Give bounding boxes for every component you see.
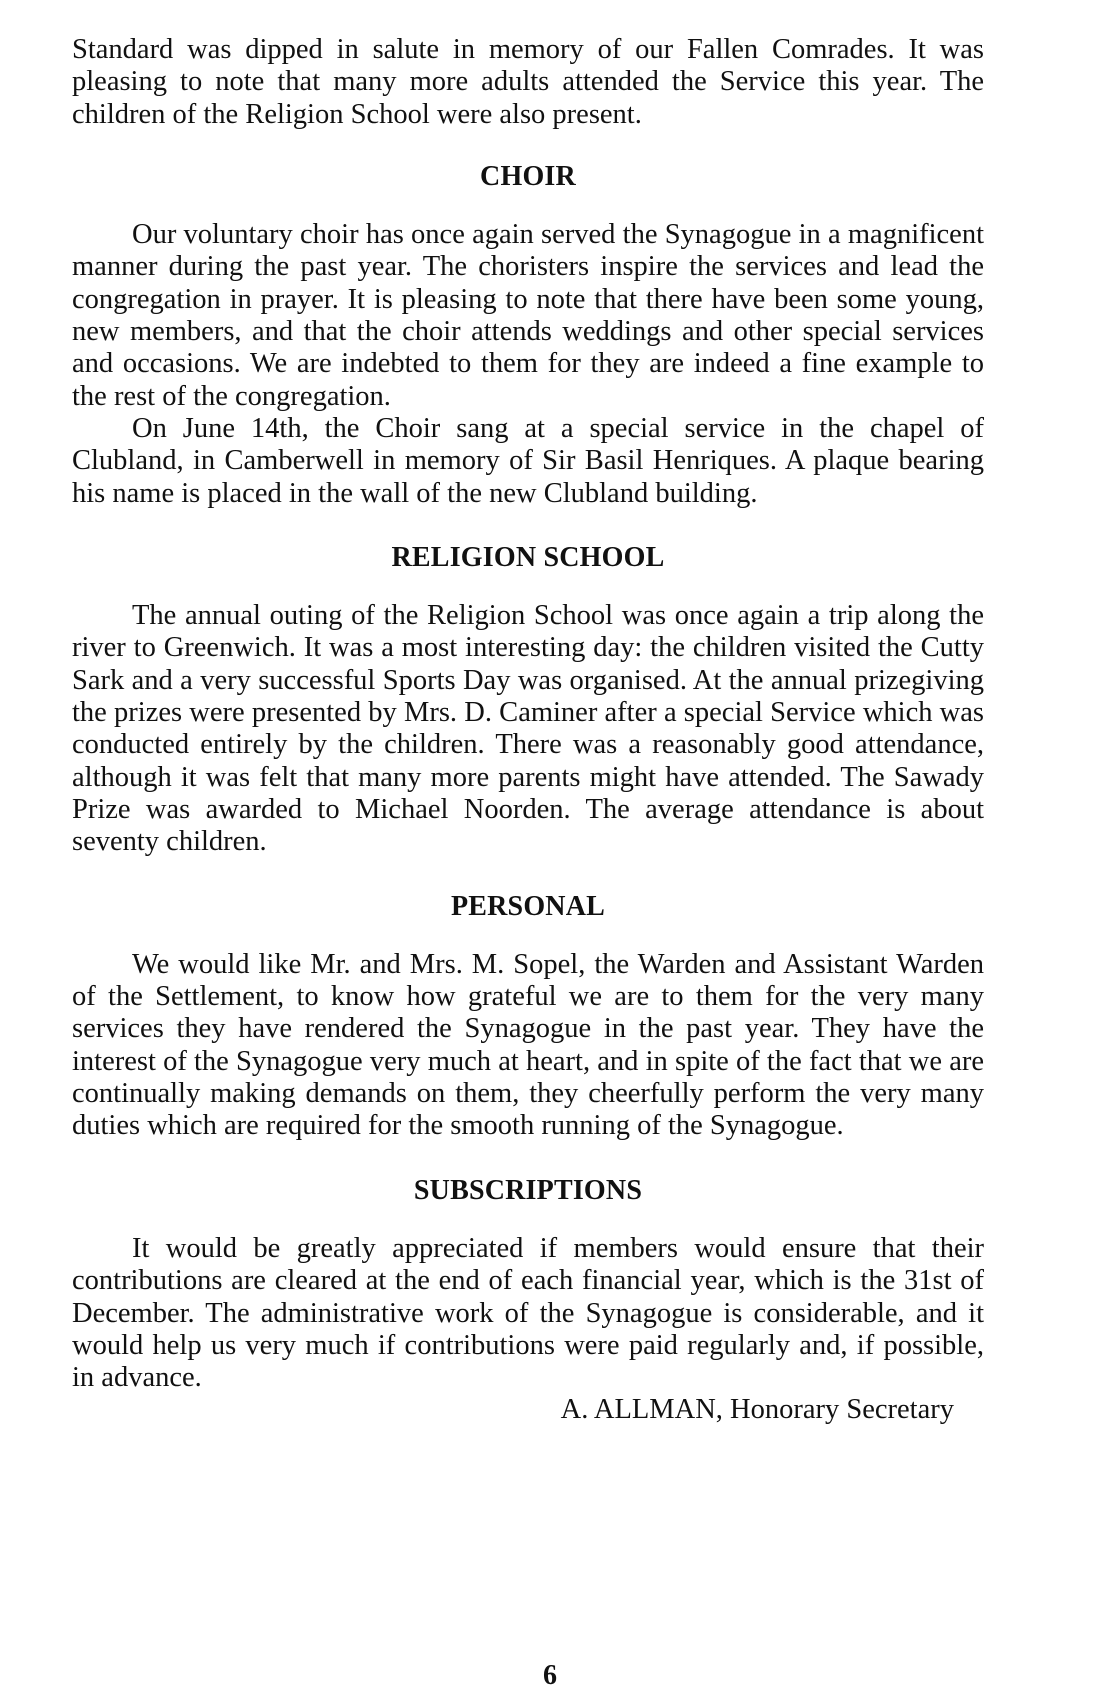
- religion-school-heading: RELIGION SCHOOL: [391, 541, 665, 573]
- choir-paragraph-1: Our voluntary choir has once again served the Synagogue in a magnificent manner during the past year. The choristers inspire the services and lead the congregation in prayer. It is pleasing to note that there have been some young, new members, and that the choir attends weddings and other special services and occasions. We are indebted to them for they are indeed a fine example to the rest of the congregation.: [72, 219, 984, 412]
- religion-school-paragraph: The annual outing of the Religion School was once again a trip along the river to Greenwich. It was a most interesting day: the children visited the Cutty Sark and a very successful Sports Day was organised. At the annual prizegiving the prizes were presented by Mrs. D. Caminer after a special Service which was conducted entirely by the children. There was a reasonably good attendance, although it was felt that many more parents might have attended. The Sawady Prize was awarded to Michael Noorden. The average attendance is about seventy children.: [72, 600, 984, 858]
- subscriptions-paragraph: It would be greatly appreciated if members would ensure that their contributions are cleared at the end of each financial year, which is the 31st of December. The administrative work of the Synagogue is considerable, and it would help us very much if contributions were paid regularly and, if possible, in advance.: [72, 1232, 984, 1394]
- personal-heading: PERSONAL: [450, 890, 606, 922]
- subscriptions-heading: SUBSCRIPTIONS: [413, 1174, 643, 1206]
- text-column: [72, 34, 984, 1427]
- signature: A. ALLMAN, Honorary Secretary: [560, 1394, 954, 1426]
- page-number: 6: [543, 1660, 557, 1691]
- personal-paragraph: We would like Mr. and Mrs. M. Sopel, the Warden and Assistant Warden of the Settlement, to know how grateful we are to them for the very many services they have rendered the Synagogue in the past year. They have the interest of the Synagogue very much at heart, and in spite of the fact that we are continually making demands on them, they cheerfully perform the very many duties which are required for the smooth running of the Synagogue.: [72, 948, 984, 1142]
- choir-heading: CHOIR: [480, 160, 576, 192]
- intro-paragraph: Standard was dipped in salute in memory of our Fallen Comrades. It was pleasing to note that many more adults attended the Service this year. The children of the Religion School were also present.: [72, 34, 984, 130]
- choir-paragraph-2: On June 14th, the Choir sang at a special service in the chapel of Clubland, in Camberwell in memory of Sir Basil Henriques. A plaque bearing his name is placed in the wall of the new Clubland building.: [72, 412, 984, 509]
